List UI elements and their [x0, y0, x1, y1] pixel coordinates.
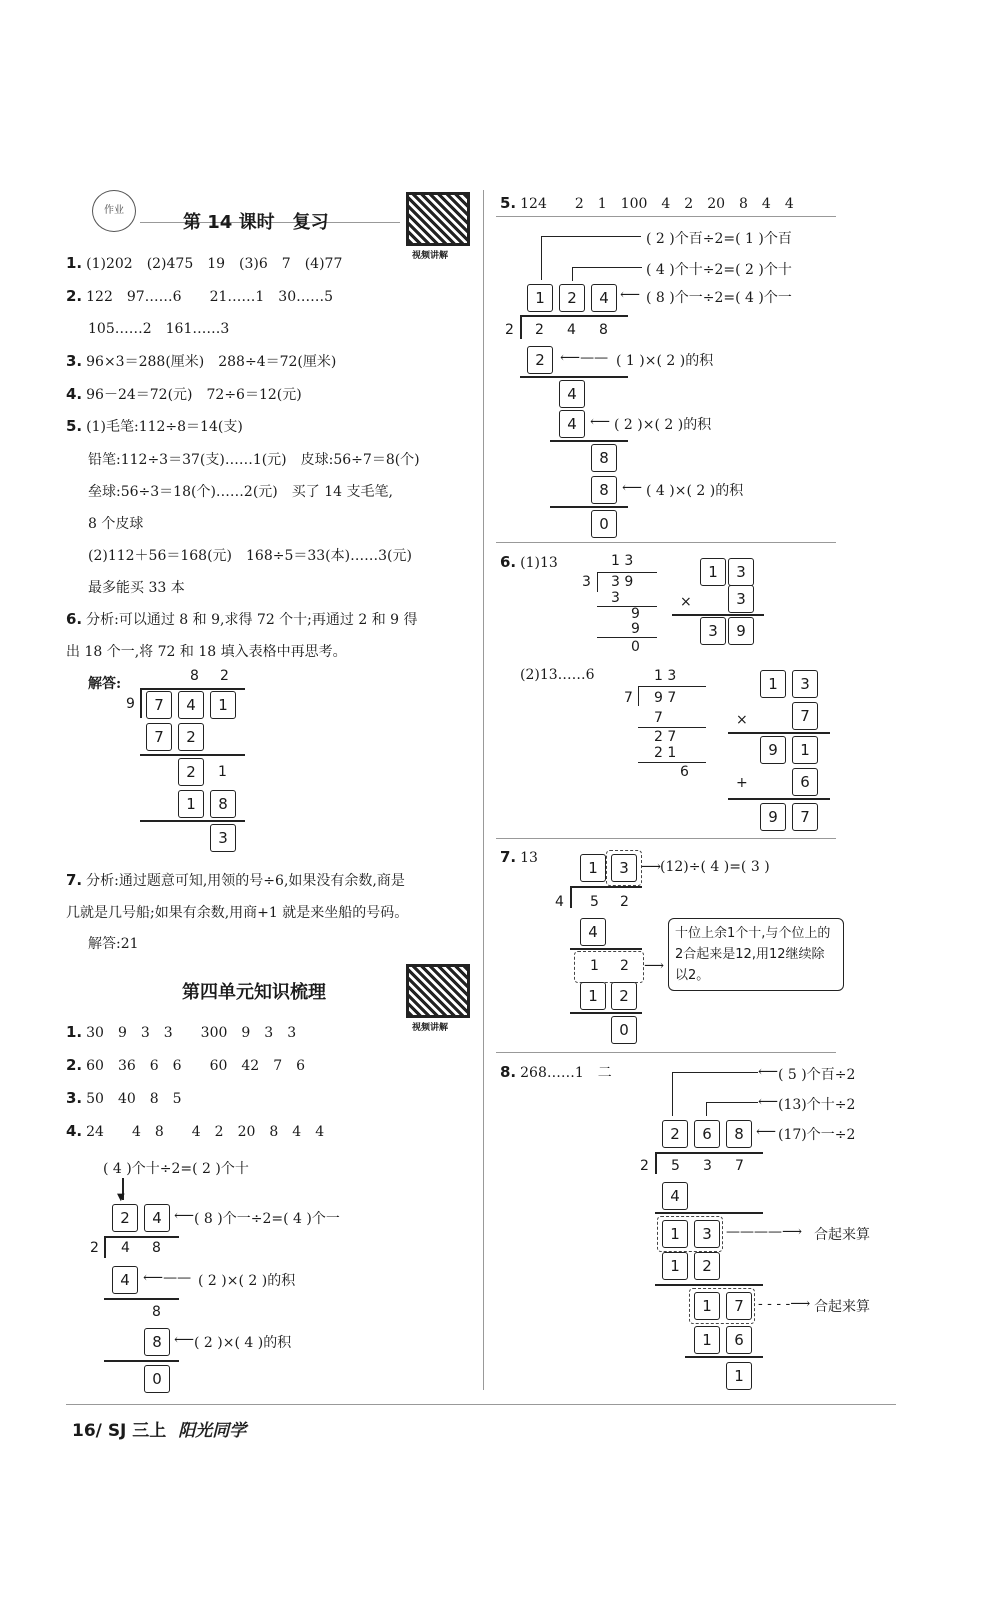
answer-2: 2. 122 97……6 21……1 30……5	[66, 287, 334, 305]
page-number: 16	[72, 1421, 96, 1441]
unit-answer-2: 2. 60 36 6 6 60 42 7 6	[66, 1056, 306, 1074]
footer: 16/ SJ 三上 阳光同学	[72, 1421, 247, 1441]
footer-rule	[66, 1404, 896, 1405]
answer-5: 5. (1)毛笔:112÷8＝14(支)	[66, 417, 243, 435]
answer-3: 3. 96×3＝288(厘米) 288÷4＝72(厘米)	[66, 352, 337, 370]
answer-r7: 7. 13	[500, 848, 538, 866]
qr-label: 视频讲解	[412, 251, 449, 261]
unit-title: 第四单元知识梳理	[182, 982, 326, 1003]
answer-r5: 5. 124 2 1 100 4 2 20 8 4 4	[500, 194, 794, 212]
unit-answer-3: 3. 50 40 8 5	[66, 1089, 182, 1107]
answer-7: 7. 分析:通过题意可知,用领的号÷6,如果没有余数,商是	[66, 871, 405, 889]
brand-logo: 阳光同学	[178, 1421, 247, 1441]
book-code: SJ 三上	[107, 1421, 167, 1441]
qr-code-icon	[406, 192, 470, 246]
answer-r6: 6. (1)13	[500, 553, 558, 571]
homework-stamp: 作业	[92, 190, 136, 232]
answer-r8: 8. 268……1 二	[500, 1063, 612, 1081]
answer-r6-2: (2)13……6	[520, 667, 595, 683]
qr-code-icon	[406, 964, 470, 1018]
unit-answer-4: 4. 24 4 8 4 2 20 8 4 4	[66, 1122, 325, 1140]
column-divider	[483, 190, 484, 1390]
answer-6: 6. 分析:可以通过 8 和 9,求得 72 个十;再通过 2 和 9 得	[66, 610, 418, 628]
answer-4: 4. 96－24＝72(元) 72÷6＝12(元)	[66, 385, 302, 403]
section-title: 第 14 课时 复习	[183, 212, 329, 233]
qr-label: 视频讲解	[412, 1023, 449, 1033]
answer-1: 1. (1)202 (2)475 19 (3)6 7 (4)77	[66, 254, 343, 272]
unit-answer-1: 1. 30 9 3 3 300 9 3 3	[66, 1023, 297, 1041]
q7-callout: 十位上余1个十,与个位上的2合起来是12,用12继续除以2。	[668, 918, 844, 991]
